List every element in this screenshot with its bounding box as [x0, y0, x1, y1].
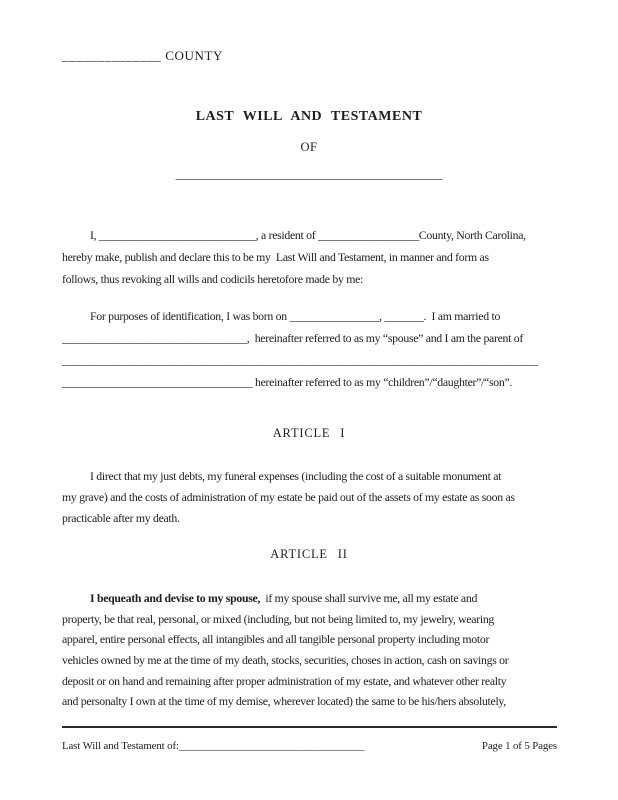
- text-line: hereby make, publish and declare this to be my Last Will and Testament, in manner and form as: [62, 250, 489, 264]
- document-title: LAST WILL AND TESTAMENT: [195, 109, 423, 124]
- children-names-blank-line: _____________________________________________________________________________________: [62, 353, 538, 367]
- text-line: apparel, entire personal effects, all intangibles and all tangible personal property including motor: [62, 632, 490, 647]
- footer-divider-rule: [62, 726, 557, 728]
- text-line: I, ____________________________, a resident of __________________County, North Carolina,: [90, 228, 526, 242]
- opening-paragraph: [62, 224, 562, 290]
- footer-page-indicator: Page 1 of 5 Pages: [481, 740, 557, 752]
- footer-title-blank: Last Will and Testament of:___________________________________: [62, 740, 365, 752]
- text-line: _________________________________, hereinafter referred to as my “spouse” and I am the parent of: [62, 331, 523, 345]
- text-line: if my spouse shall survive me, all my estate and: [260, 591, 478, 605]
- testator-name-blank: ______________________________________________: [175, 167, 443, 181]
- text-line: [62, 588, 562, 609]
- identification-paragraph: [62, 305, 562, 393]
- bequeath-lead-bold: I bequeath and devise to my spouse,: [90, 591, 261, 605]
- article-1-paragraph: [62, 466, 562, 529]
- county-blank-line: ______________ COUNTY: [62, 48, 224, 63]
- title-of-label: OF: [300, 140, 318, 154]
- text-line: practicable after my death.: [62, 511, 180, 525]
- page-footer: [62, 740, 557, 752]
- article-2-paragraph: [62, 588, 562, 712]
- text-line: __________________________________ hereinafter referred to as my “children”/“daughter”/“son”.: [62, 375, 513, 389]
- text-line: property, be that real, personal, or mixed (including, but not being limited to, my jewelry, wearing: [62, 611, 495, 626]
- text-line: For purposes of identification, I was born on ________________, _______. I am married to: [90, 309, 501, 323]
- text-line: my grave) and the costs of administration of my estate be paid out of the assets of my estate as soon as: [62, 490, 515, 504]
- text-line: I direct that my just debts, my funeral expenses (including the cost of a suitable monument at: [90, 469, 502, 483]
- text-line: and personalty I own at the time of my demise, wherever located) the same to be his/hers absolutely,: [62, 694, 506, 709]
- text-line: vehicles owned by me at the time of my death, stocks, securities, choses in action, cash on savings or: [62, 653, 509, 668]
- article-2-heading: ARTICLE II: [270, 547, 348, 561]
- article-1-heading: ARTICLE I: [272, 426, 346, 440]
- text-line: deposit or on hand and remaining after proper administration of my estate, and whatever other realty: [62, 673, 507, 688]
- text-line: follows, thus revoking all wills and codicils heretofore made by me:: [62, 272, 363, 286]
